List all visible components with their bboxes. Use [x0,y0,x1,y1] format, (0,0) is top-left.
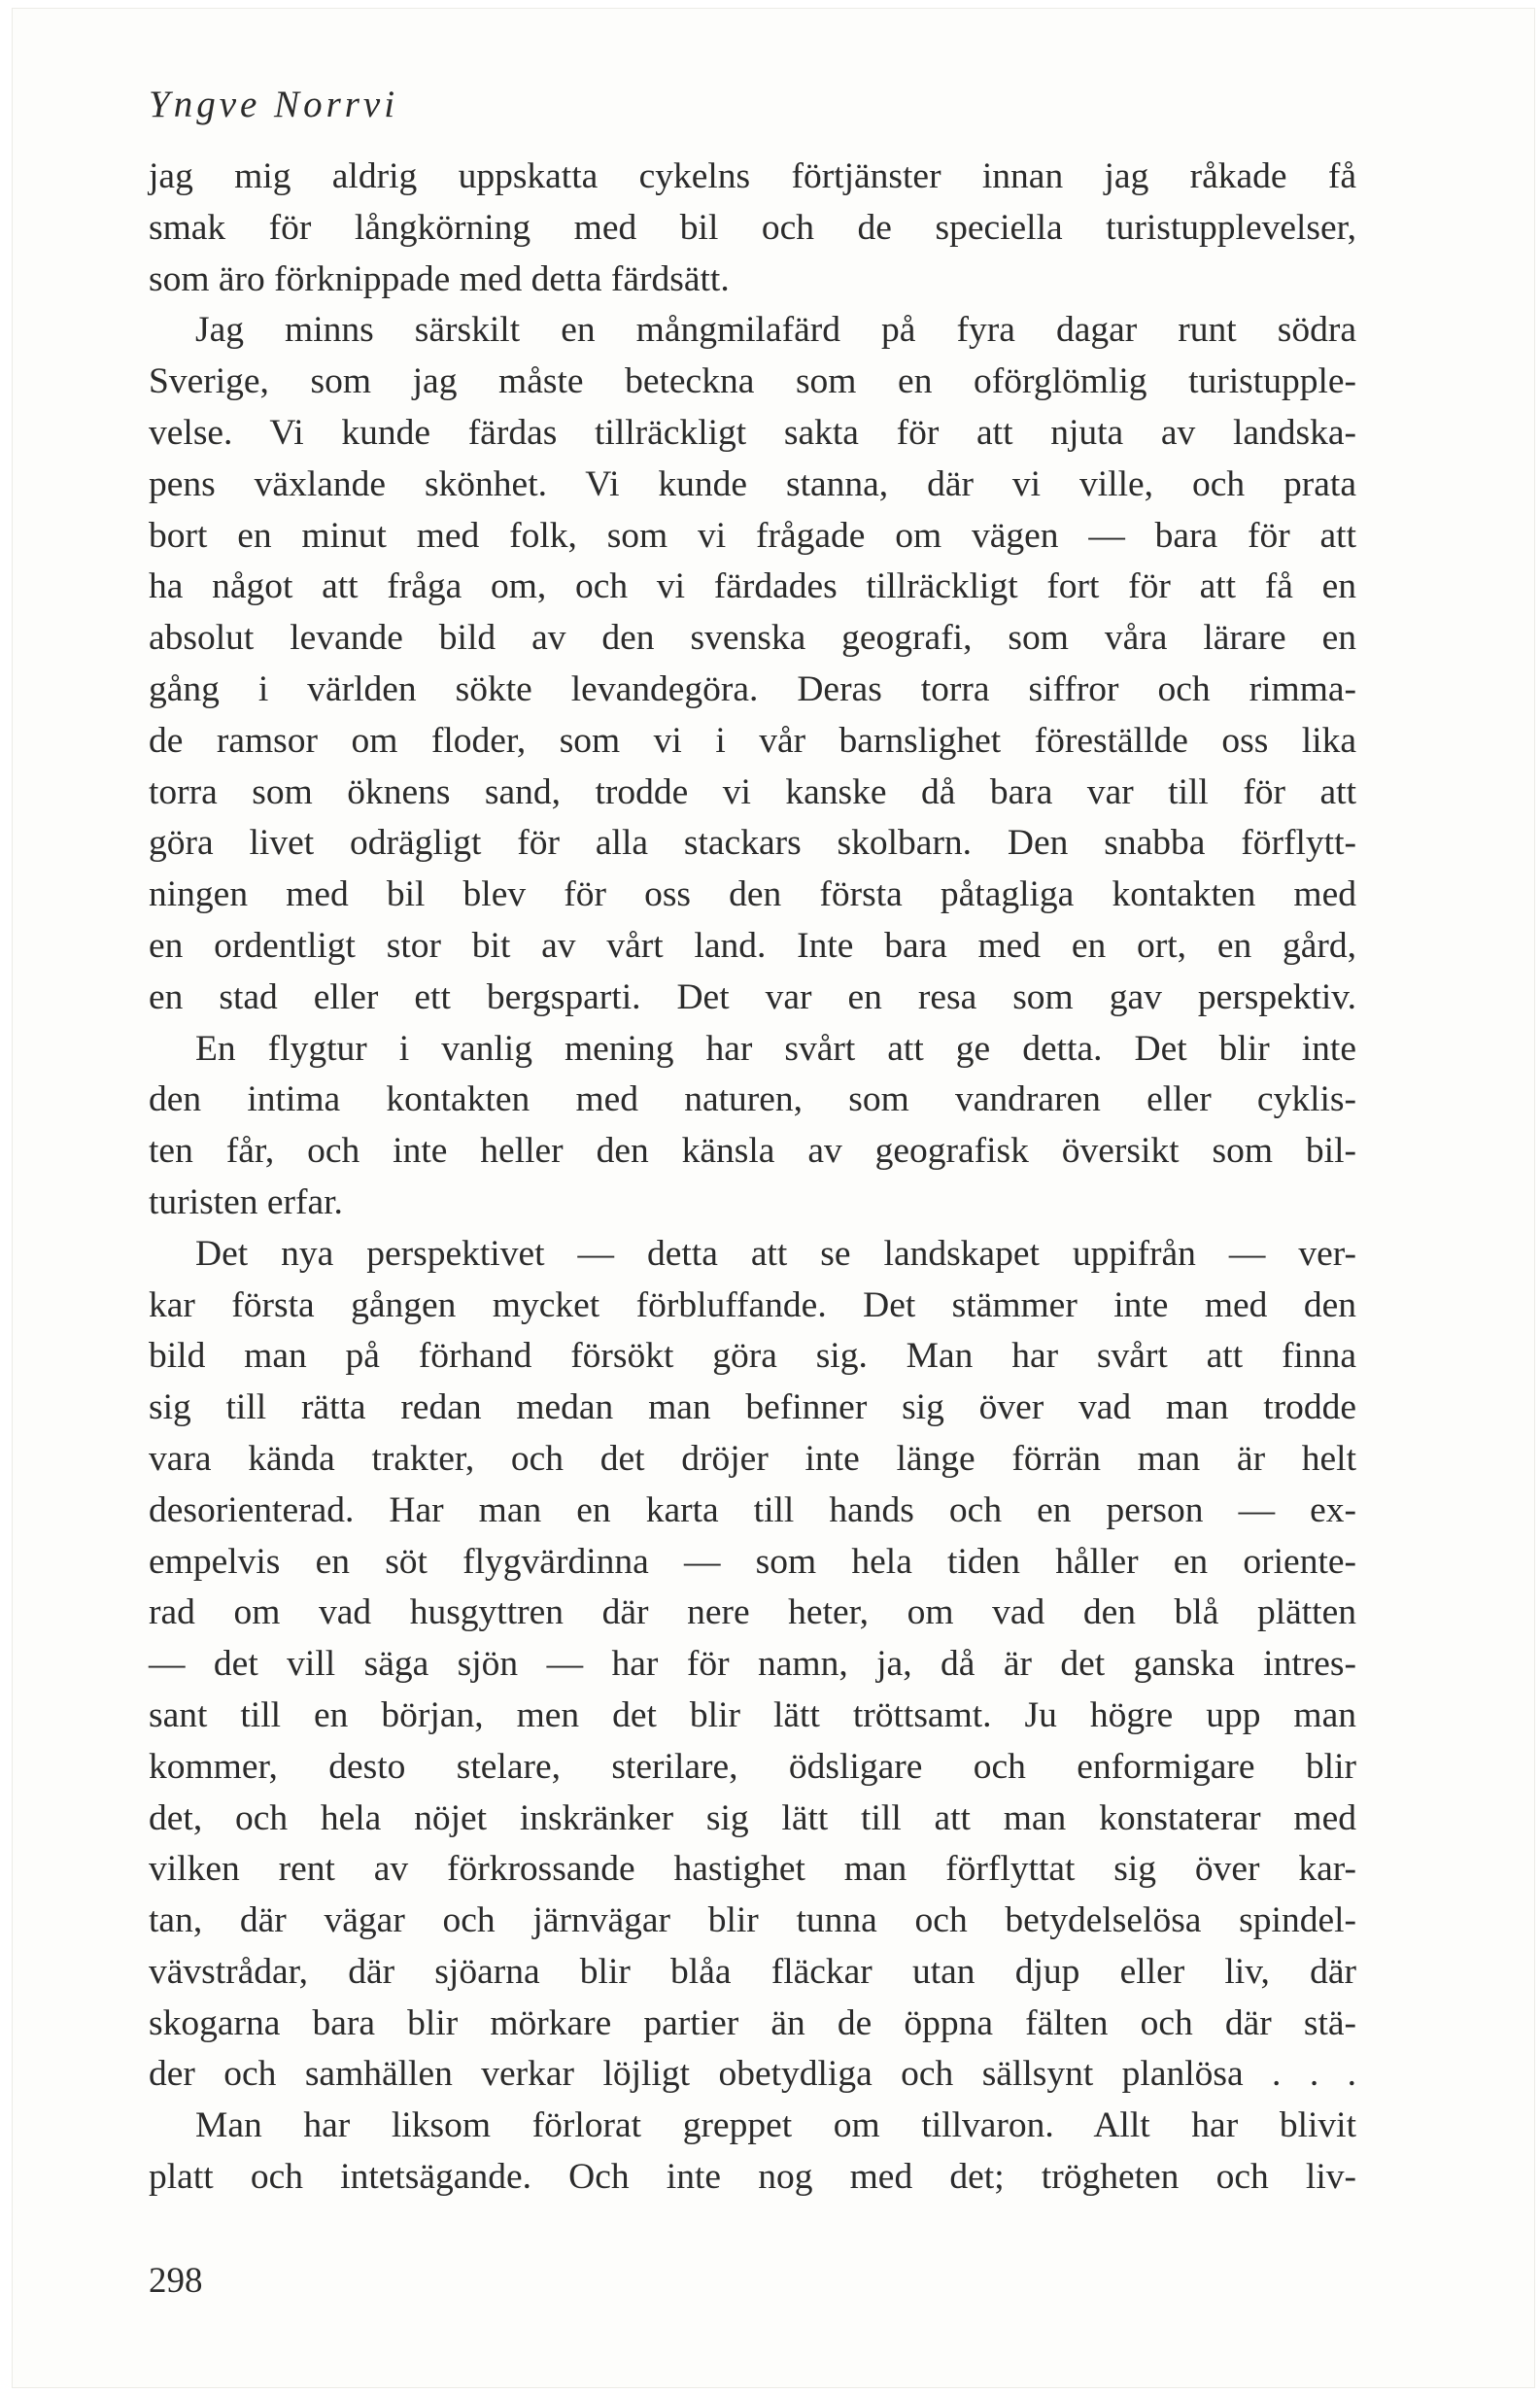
text-line: tan, där vägar och järnvägar blir tunna och betydelselösa spindel- [149,1900,1356,1941]
text-line: pens växlande skönhet. Vi kunde stanna, där vi ville, och prata [149,463,1356,504]
text-line: ten får, och inte heller den känsla av geografisk översikt som bil- [149,1131,1356,1172]
body-text [149,152,1356,2204]
text-line: det, och hela nöjet inskränker sig lätt till att man konstaterar med [149,1797,1356,1838]
text-line: der och samhällen verkar löjligt obetydliga och sällsynt planlösa . . . [149,2054,1356,2095]
text-line: smak för långkörning med bil och de speciella turistupplevelser, [149,207,1356,248]
text-line: En flygtur i vanlig mening har svårt att ge detta. Det blir inte [195,1028,1356,1069]
text-line: rad om vad husgyttren där nere heter, om vad den blå plätten [149,1592,1356,1633]
page-number: 298 [149,2261,203,2301]
text-line: Jag minns särskilt en mångmilafärd på fyra dagar runt södra [195,310,1356,351]
text-line: platt och intetsägande. Och inte nog med det; trögheten och liv- [149,2157,1356,2198]
text-line: gång i världen sökte levandegöra. Deras torra siffror och rimma- [149,668,1356,709]
running-head: Yngve Norrvi [149,84,399,125]
text-line: empelvis en söt flygvärdinna — som hela tiden håller en oriente- [149,1541,1356,1582]
text-line: desorienterad. Har man en karta till hands och en person — ex- [149,1489,1356,1530]
text-line: de ramsor om floder, som vi i vår barnslighet föreställde oss lika [149,720,1356,761]
text-line: den intima kontakten med naturen, som vandraren eller cyklis- [149,1079,1356,1120]
text-line: turisten erfar. [149,1181,343,1222]
text-line: en stad eller ett bergsparti. Det var en resa som gav perspektiv. [149,976,1356,1017]
text-line: — det vill säga sjön — har för namn, ja, då är det ganska intres- [149,1644,1356,1685]
text-line: skogarna bara blir mörkare partier än de öppna fälten och där stä- [149,2002,1356,2043]
text-line: Sverige, som jag måste beteckna som en oförglömlig turistupple- [149,361,1356,402]
text-line: kar första gången mycket förbluffande. Det stämmer inte med den [149,1284,1356,1325]
text-line: Man har liksom förlorat greppet om tillvaron. Allt har blivit [195,2105,1356,2146]
text-line: bild man på förhand försökt göra sig. Man har svårt att finna [149,1336,1356,1377]
text-line: ningen med bil blev för oss den första påtagliga kontakten med [149,874,1356,915]
text-line: ha något att fråga om, och vi färdades tillräckligt fort för att få en [149,566,1356,607]
text-line: Det nya perspektivet — detta att se landskapet uppifrån — ver- [195,1233,1356,1274]
text-line: sig till rätta redan medan man befinner sig över vad man trodde [149,1387,1356,1428]
text-line: kommer, desto stelare, sterilare, ödsligare och enformigare blir [149,1746,1356,1787]
text-line: vilken rent av förkrossande hastighet man förflyttat sig över kar- [149,1849,1356,1890]
text-line: en ordentligt stor bit av vårt land. Inte bara med en ort, en gård, [149,925,1356,966]
text-line: jag mig aldrig uppskatta cykelns förtjänster innan jag råkade få [149,156,1356,196]
text-line: sant till en början, men det blir lätt tröttsamt. Ju högre upp man [149,1694,1356,1735]
text-line: vävstrådar, där sjöarna blir blåa fläckar utan djup eller liv, där [149,1951,1356,1992]
text-line: velse. Vi kunde färdas tillräckligt sakta för att njuta av landska- [149,412,1356,453]
text-line: absolut levande bild av den svenska geografi, som våra lärare en [149,618,1356,659]
text-line: bort en minut med folk, som vi frågade om vägen — bara för att [149,515,1356,556]
text-line: göra livet odrägligt för alla stackars skolbarn. Den snabba förflytt- [149,823,1356,864]
text-line: torra som öknens sand, trodde vi kanske då bara var till för att [149,771,1356,812]
text-line: som äro förknippade med detta färdsätt. [149,258,730,299]
text-line: vara kända trakter, och det dröjer inte länge förrän man är helt [149,1438,1356,1479]
book-page [12,8,1535,2388]
